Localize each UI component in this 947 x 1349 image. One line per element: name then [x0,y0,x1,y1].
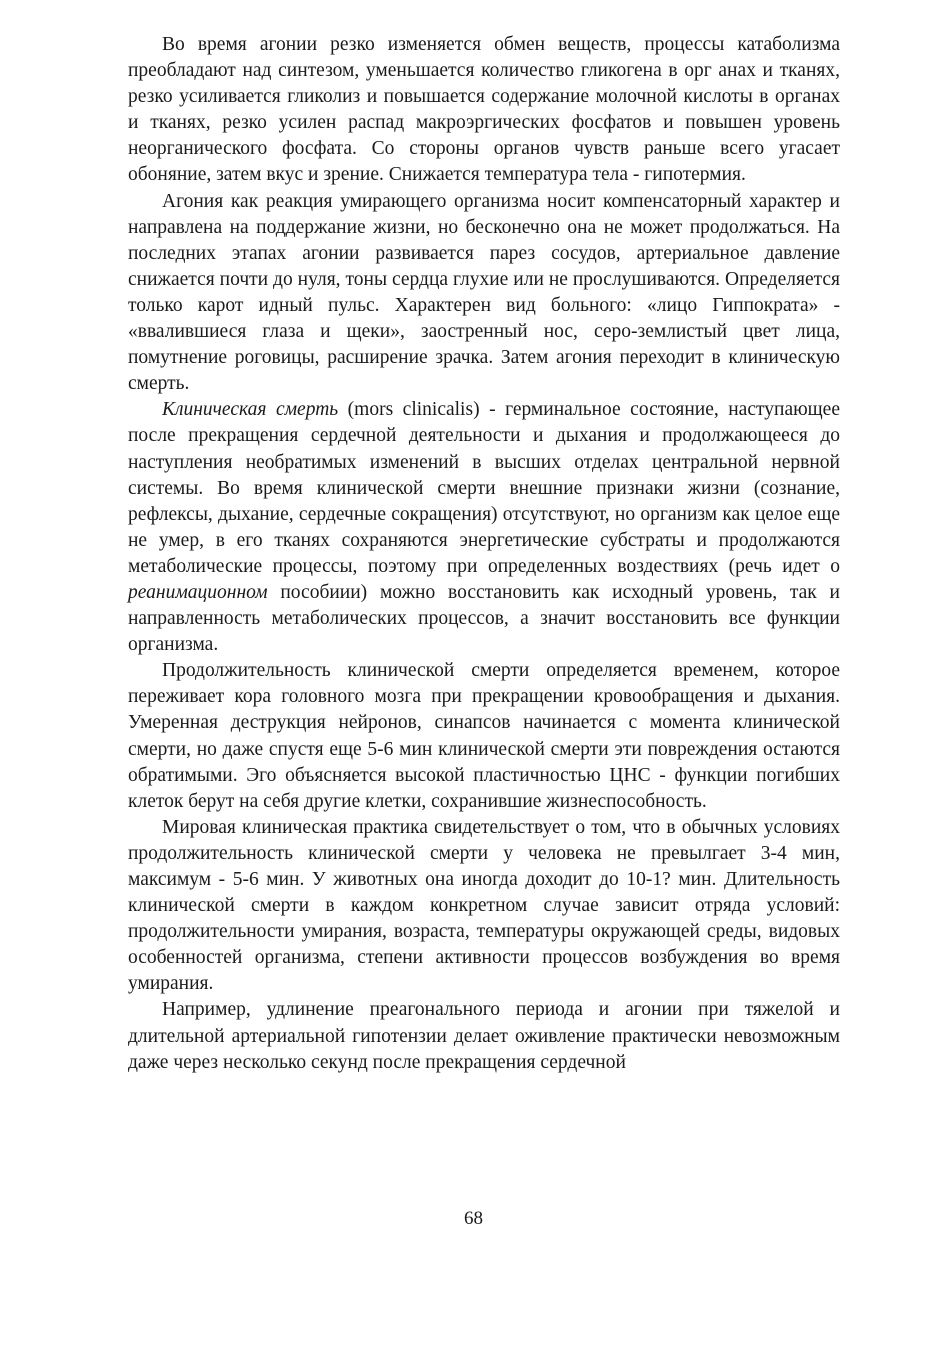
text-run: пособиии) можно восстановить как исходный уровень, так и направленность метаболических процессов, а значит восстановить все функции организма. [128,581,840,656]
text-run: Агония как реакция умирающего организма носит компенсаторный характер и направлена на поддержание жизни, но бесконечно она не может продолжаться. На последних этапах агонии развивается парез сосудов, артериальное давление снижается почти до нуля, тоны сердца глухие или не прослушиваются. Определяется только карот идный пульс. Характерен вид больного: «лицо Гиппократа» - «ввалившиеся глаза и щеки», заостренный нос, серо-землистый цвет лица, помутнение роговицы, расширение зрачка. Затем агония переходит в клиническую смерть. [128,190,840,395]
page-number: 68 [464,1208,483,1229]
paragraph [128,32,840,189]
text-run: Мировая клиническая практика свидетельствует о том, что в обычных условиях продолжительность клинической смерти у человека не превылгает 3-4 мин, максимум - 5-6 мин. У животных она иногда доходит до 10-1? мин. Длительность клинической смерти в каждом конкретном случае зависит отряда условий: продолжительности умирания, возраста, температуры окружающей среды, видовых особенностей организма, степени активности процессов возбуждения во время умирания. [128,816,840,995]
body-text [128,32,840,1076]
paragraph [128,658,840,815]
paragraph [128,815,840,998]
paragraph [128,997,840,1075]
text-run: (mors clinicalis) - герминальное состояние, наступающее после прекращения сердечной деятельности и дыхания и продолжающееся до наступления необратимых изменений в высших отделах центральной нервной системы. Во время клинической смерти внешние признаки жизни (сознание, рефлексы, дыхание, сердечные сокращения) отсутствуют, но организм как целое еще не умер, в его тканях сохраняются энергетические субстраты и продолжаются метаболические процессы, поэтому при определенных воздествиях (речь идет о [128,399,840,577]
paragraph [128,397,840,658]
paragraph [128,189,840,398]
text-run: Во время агонии резко изменяется обмен веществ, процессы катаболизма преобладают над синтезом, уменьшается количество гликогена в орг анах и тканях, резко усиливается гликолиз и повышается содержание молочной кислоты в органах и тканях, резко усилен распад макроэргических фосфатов и повышен уровень неорганического фосфата. Со стороны органов чувств раньше всего угасает обоняние, затем вкус и зрение. Снижается температура тела - гипотермия. [128,34,840,186]
text-run: Продолжительность клинической смерти определяется временем, которое переживает кора головного мозга при прекращении кровообращения и дыхания. Умеренная деструкция нейронов, синапсов начинается с момента клинической смерти, но даже спустя еще 5-6 мин клинической смерти эти повреждения остаются обратимыми. Эго объясняется высокой пластичностью ЦНС - функции погибших клеток берут на себя другие клетки, сохранившие жизнеспособность. [128,660,840,812]
italic-term: реанимационном [128,581,268,603]
italic-term: Клиническая смерть [162,399,339,421]
text-run: Например, удлинение преагонального периода и агонии при тяжелой и длительной артериальной гипотензии делает оживление практически невозможным даже через несколько секунд после прекращения сердечной [128,999,840,1073]
